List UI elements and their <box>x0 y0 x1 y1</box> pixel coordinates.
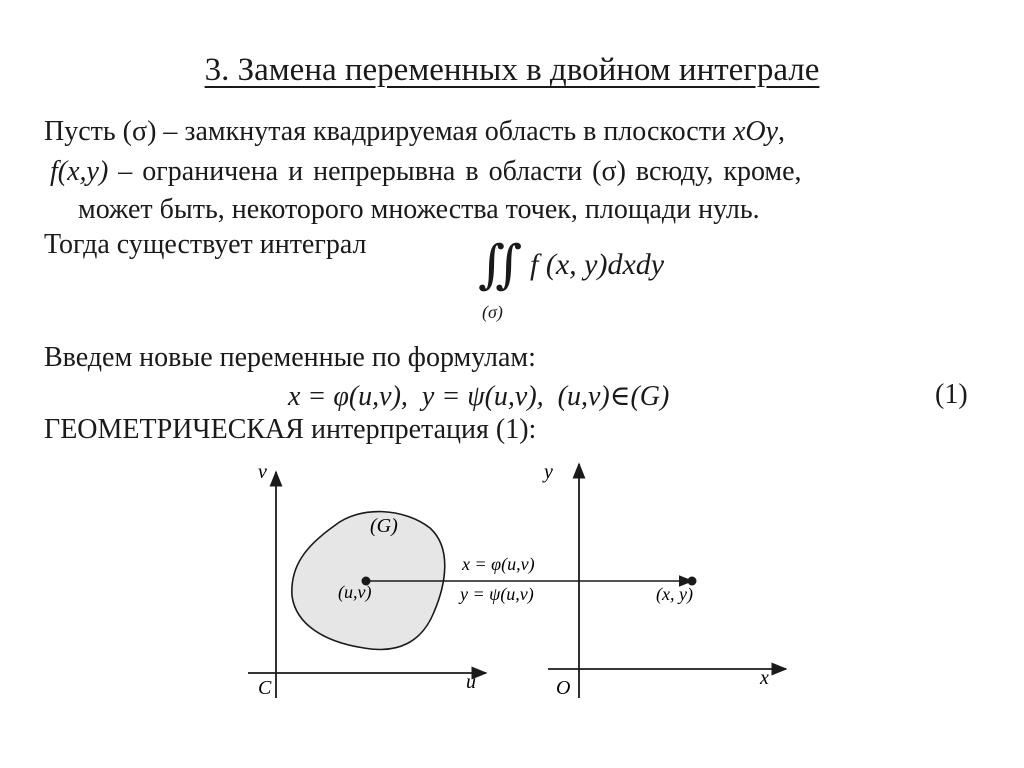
formula-number: (1) <box>935 379 968 410</box>
geometric-rest: интерпретация (1): <box>303 414 537 445</box>
point-xy-label: (x, y) <box>656 584 693 604</box>
function-name: f <box>50 156 58 187</box>
substitution-formula: x = φ(u,v), y = ψ(u,v), (u,v)∈(G) <box>288 381 670 412</box>
right-x-label: x <box>760 667 769 689</box>
para1-line1-end: , <box>778 116 786 147</box>
right-origin-label: O <box>556 677 571 699</box>
left-u-label: u <box>466 671 476 693</box>
para1-line1-text: Пусть (σ) – замкнутая квадрируемая область в плоскости <box>44 116 733 147</box>
function-args: (x,y) <box>57 156 109 187</box>
integration-domain: (σ) <box>482 302 503 322</box>
point-uv-label: (u,v) <box>338 582 372 602</box>
para1-line3: может быть, некоторого множества точек, площади нуль. <box>78 194 760 225</box>
plane-name: xOy <box>732 116 779 147</box>
para2-intro: Введем новые переменные по формулам: <box>44 342 536 373</box>
integrand: f (x, y)dxdy <box>530 248 665 281</box>
geometric-caps: ГЕОМЕТРИЧЕСКАЯ <box>44 414 304 445</box>
left-origin-label: C <box>258 677 272 699</box>
mapping-y-formula: y = ψ(u,v) <box>460 584 534 604</box>
double-integral-sign: ∬ <box>478 237 523 294</box>
left-v-label: v <box>258 461 267 483</box>
para1-line2-text: – ограничена и непрерывна в области (σ) всюду, кроме, <box>108 156 802 187</box>
slide-title: 3. Замена переменных в двойном интеграле <box>204 52 820 88</box>
integral-lead: Тогда существует интеграл <box>44 229 367 260</box>
mapping-x-formula: x = φ(u,v) <box>462 554 535 574</box>
right-y-label: y <box>544 461 553 483</box>
region-g-label: (G) <box>370 515 398 537</box>
